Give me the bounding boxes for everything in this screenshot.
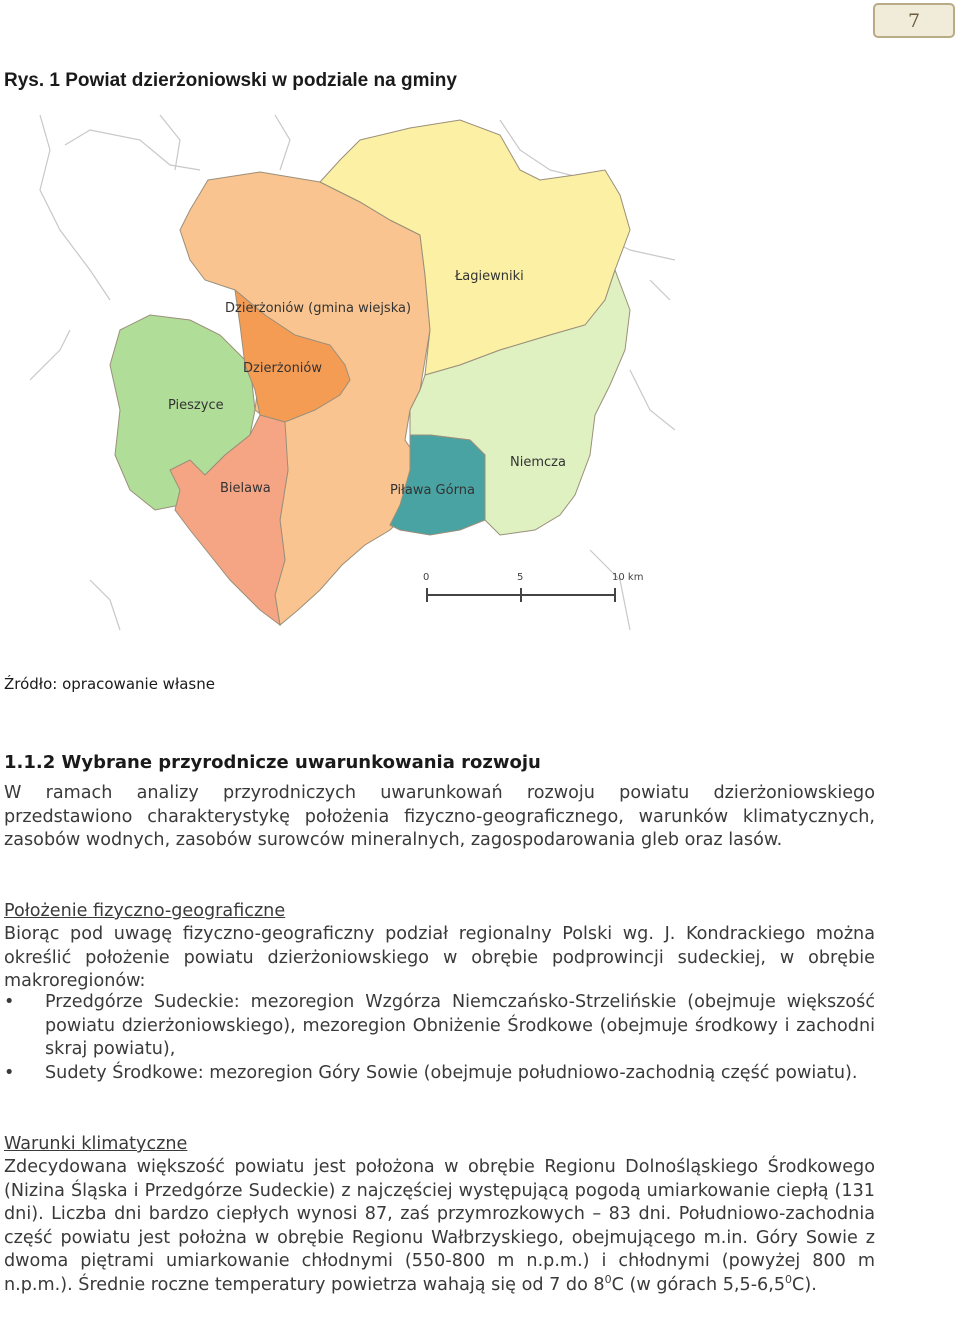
subsection-heading-climate: Warunki klimatyczne: [4, 1134, 188, 1154]
climate-text-mid: C (w górach 5,5-6,5: [611, 1274, 786, 1295]
degree-superscript: 0: [785, 1272, 793, 1286]
county-map: [30, 110, 675, 635]
figure-source: Źródło: opracowanie własne: [4, 675, 215, 693]
section-title: 1.1.2 Wybrane przyrodnicze uwarunkowania rozwoju: [4, 752, 541, 773]
list-item-text: Sudety Środkowe: mezoregion Góry Sowie (obejmuje południowo-zachodnią część powiatu).: [45, 1062, 858, 1083]
scale-tick-10: 10 km: [612, 572, 644, 583]
label-pilawa-gorna: Piława Górna: [390, 483, 475, 498]
scale-tick-5: 5: [517, 572, 524, 583]
label-bielawa: Bielawa: [220, 481, 271, 496]
subsection-heading-geography: Położenie fizyczno-geograficzne: [4, 901, 286, 921]
county-map-svg: [30, 110, 675, 635]
geography-paragraph: Biorąc pod uwagę fizyczno-geograficzny podział regionalny Polski wg. J. Kondrackiego można określić położenie powiatu dzierżoniowskiego w obrębie podprowincji sudeckiej, w obrębie makroregionów:: [4, 924, 875, 991]
label-dzierzoniow: Dzierżoniów: [243, 361, 323, 376]
scale-bar: [427, 588, 615, 602]
intro-paragraph: W ramach analizy przyrodniczych uwarunkowań rozwoju powiatu dzierżoniowskiego przedstawiono charakterystykę położenia fizyczno-geograficznego, warunków klimatycznych, zasobów wodnych, zasobów surowców mineralnych, zagospodarowania gleb oraz lasów.: [4, 783, 875, 850]
list-item: [4, 991, 875, 1062]
bullet-icon: •: [4, 1062, 15, 1083]
list-item: [4, 1062, 875, 1086]
list-item-text: Przedgórze Sudeckie: mezoregion Wzgórza Niemczańsko-Strzelińskie (obejmuje większość powiatu dzierżoniowskiego), mezoregion Obniżenie Środkowe (obejmuje środkowy i zachodni skraj powiatu),: [45, 992, 875, 1059]
label-niemcza: Niemcza: [510, 455, 566, 470]
scale-tick-0: 0: [423, 572, 430, 583]
label-pieszyce: Pieszyce: [168, 398, 224, 413]
degree-superscript: 0: [604, 1272, 612, 1286]
macroregion-list: [4, 991, 875, 1085]
climate-text-end: C).: [792, 1274, 817, 1295]
page-number: 7: [873, 3, 955, 38]
label-dzierzoniow-gmina: Dzierżoniów (gmina wiejska): [225, 301, 412, 316]
climate-paragraph: [4, 1156, 875, 1297]
climate-text-main: Zdecydowana większość powiatu jest położona w obrębie Regionu Dolnośląskiego Środkowego (Nizina Śląska i Przedgórze Sudeckie) z najczęściej występującą pogodą umiarkowanie ciepłą (131 dni). Liczba dni bardzo ciepłych wynosi 87, zaś przymrozkowych – 83 dni. Południowo-zachodnia część powiatu jest położna w obrębie Regionu Wałbrzyskiego, obejmującego m.in. Góry Sowie z dwoma piętrami umiarkowanie chłodnymi (550-800 m n.p.m.) i chłodnymi (powyżej 800 m n.p.m.). Średnie roczne temperatury powietrza wahają się od 7 do 8: [4, 1157, 875, 1295]
bullet-icon: •: [4, 992, 15, 1012]
figure-title: Rys. 1 Powiat dzierżoniowski w podziale na gminy: [4, 70, 457, 91]
label-lagiewniki: Łagiewniki: [455, 269, 524, 284]
